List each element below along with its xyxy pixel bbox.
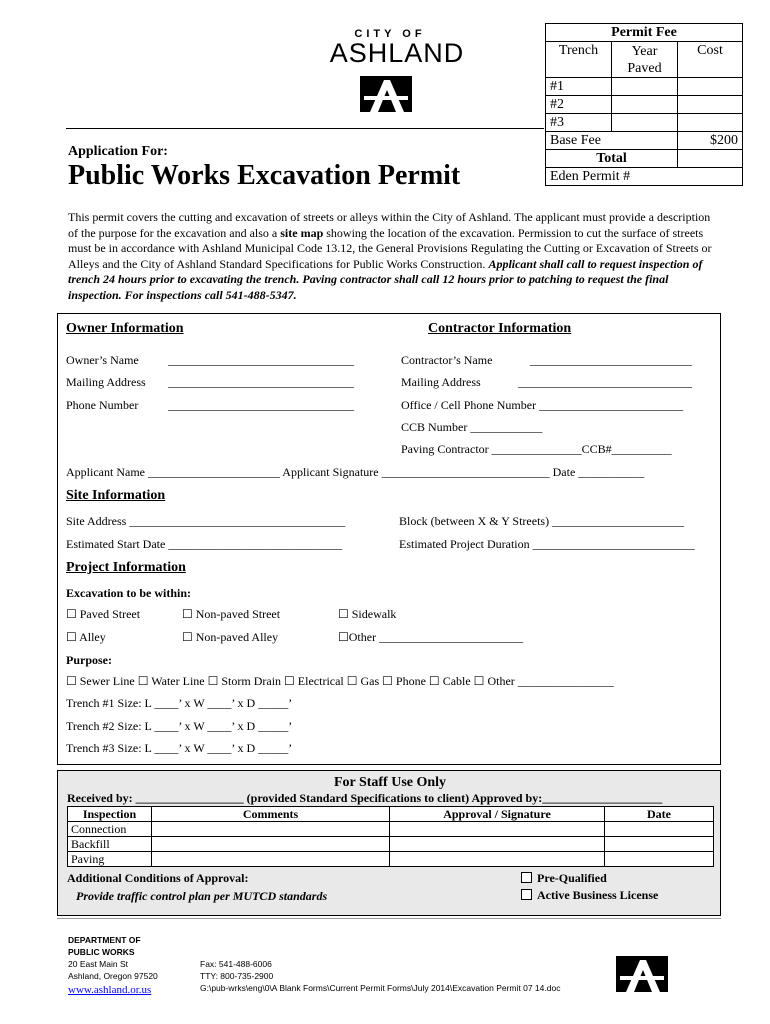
paved-street-checkbox[interactable]: ☐ Paved Street <box>66 607 141 621</box>
page-title: Public Works Excavation Permit <box>68 160 461 191</box>
backfill-date[interactable] <box>605 837 714 852</box>
trench-1-cost[interactable] <box>678 78 743 96</box>
application-form-box <box>57 313 721 765</box>
sidewalk-checkbox[interactable]: ☐ Sidewalk <box>338 607 397 621</box>
trench-2-cost[interactable] <box>678 96 743 114</box>
owner-name-label: Owner’s Name <box>66 353 139 367</box>
date-header: Date <box>605 807 714 822</box>
staff-use-box <box>57 770 721 916</box>
checkbox-icon[interactable] <box>521 889 532 900</box>
file-path: G:\pub-wrks\eng\0\A Blank Forms\Current Permit Forms\July 2014\Excavation Permit 07 14.doc <box>200 983 561 993</box>
owner-phone-label: Phone Number <box>66 398 139 412</box>
traffic-control-note: Provide traffic control plan per MUTCD standards <box>76 889 328 903</box>
pre-qualified-label: Pre-Qualified <box>537 871 607 885</box>
block-field[interactable]: Block (between X & Y Streets) ______________________ <box>399 514 685 528</box>
owner-phone-field[interactable]: _______________________________ <box>168 398 354 412</box>
inspection-connection: Connection <box>68 822 152 837</box>
active-license-checkbox[interactable] <box>521 888 658 903</box>
intro-paragraph <box>68 210 720 303</box>
paving-comments[interactable] <box>152 852 390 867</box>
ashland-a-logo-icon <box>614 956 670 992</box>
fee-table-header: Permit Fee <box>546 24 743 42</box>
inspection-backfill: Backfill <box>68 837 152 852</box>
website-link[interactable]: www.ashland.or.us <box>68 984 152 996</box>
project-info-heading: Project Information <box>66 560 186 575</box>
department-address <box>68 958 158 982</box>
table-row <box>68 822 714 837</box>
contractor-name-field[interactable]: ___________________________ <box>530 353 692 367</box>
connection-date[interactable] <box>605 822 714 837</box>
logo-city-of: CITY OF <box>354 28 426 40</box>
dept-line-2: PUBLIC WORKS <box>68 947 135 957</box>
inspection-paving: Paving <box>68 852 152 867</box>
contractor-name-label: Contractor’s Name <box>401 353 493 367</box>
intro-text-1: This permit covers the cutting and excavation of streets or alleys within the City of Ashland. The applicant must provide a description of the purpose for the excavation and also a <box>68 210 711 240</box>
paving-date[interactable] <box>605 852 714 867</box>
dept-line-1: DEPARTMENT OF <box>68 935 141 945</box>
project-duration-field[interactable]: Estimated Project Duration ___________________________ <box>399 537 695 551</box>
purpose-label: Purpose: <box>66 653 112 667</box>
table-row <box>68 837 714 852</box>
connection-comments[interactable] <box>152 822 390 837</box>
contractor-mailing-label: Mailing Address <box>401 375 481 389</box>
paving-approval[interactable] <box>390 852 605 867</box>
active-license-label: Active Business License <box>537 888 659 902</box>
contact-info <box>200 958 560 994</box>
owner-mailing-label: Mailing Address <box>66 375 146 389</box>
connection-approval[interactable] <box>390 822 605 837</box>
footer-divider <box>57 918 721 919</box>
header-divider <box>66 128 544 129</box>
checkbox-icon[interactable] <box>521 872 532 883</box>
col-cost: Cost <box>678 42 743 78</box>
pre-qualified-checkbox[interactable] <box>521 871 607 886</box>
logo-ashland: ASHLAND <box>329 38 465 68</box>
received-approved-line[interactable]: Received by: __________________ (provided Standard Specifications to client) Approved by:____________________ <box>67 791 663 805</box>
trench-2-size-field[interactable]: Trench #2 Size: L ____’ x W ____’ x D _____’ <box>66 719 293 733</box>
trench-2-year[interactable] <box>612 96 678 114</box>
backfill-approval[interactable] <box>390 837 605 852</box>
approval-header: Approval / Signature <box>390 807 605 822</box>
comments-header: Comments <box>152 807 390 822</box>
additional-conditions-label: Additional Conditions of Approval: <box>67 871 249 885</box>
trench-1-year[interactable] <box>612 78 678 96</box>
col-trench: Trench <box>546 42 612 78</box>
trench-3-year[interactable] <box>612 114 678 132</box>
site-info-heading: Site Information <box>66 488 166 503</box>
non-paved-alley-checkbox[interactable]: ☐ Non-paved Alley <box>182 630 279 644</box>
inspection-table <box>67 806 714 867</box>
trench-row-2: #2 <box>546 96 612 114</box>
other-location-checkbox[interactable]: ☐Other ________________________ <box>338 630 524 644</box>
intro-inspection-note: Applicant shall call to request inspection of trench 24 hours prior to excavating the trench. Paving contractor shall call 12 hours prior to patching to request the final inspection. For inspections call 541-488-5347. <box>68 256 703 302</box>
tty-number: TTY: 800-735-2900 <box>200 971 274 981</box>
department-name <box>68 934 141 958</box>
city-address: Ashland, Oregon 97520 <box>68 971 158 981</box>
paving-contractor-field[interactable]: Paving Contractor _______________CCB#__________ <box>401 442 672 456</box>
permit-fee-table <box>545 23 743 186</box>
trench-3-size-field[interactable]: Trench #3 Size: L ____’ x W ____’ x D _____’ <box>66 741 293 755</box>
eden-permit-field[interactable]: Eden Permit # <box>546 168 743 186</box>
trench-row-3: #3 <box>546 114 612 132</box>
applicant-line[interactable]: Applicant Name ______________________ Applicant Signature ____________________________ Date ___________ <box>66 465 645 479</box>
excavation-within-label: Excavation to be within: <box>66 586 192 600</box>
trench-row-1: #1 <box>546 78 612 96</box>
inspection-header: Inspection <box>68 807 152 822</box>
alley-checkbox[interactable]: ☐ Alley <box>66 630 106 644</box>
street-address: 20 East Main St <box>68 959 129 969</box>
intro-text-2: showing the location of the excavation. Permission to cut the surface of streets must be in accordance with Ashland Municipal Code 13.12, the General Provisions Regulating the Cutting or Excavation of Streets or Alleys and the City of Ashland Standard Specifications for Public Works Construction. <box>68 225 712 271</box>
base-fee-value: $200 <box>678 132 743 150</box>
start-date-field[interactable]: Estimated Start Date _____________________________ <box>66 537 343 551</box>
purpose-checkboxes[interactable]: ☐ Sewer Line ☐ Water Line ☐ Storm Drain ☐ Electrical ☐ Gas ☐ Phone ☐ Cable ☐ Other ________________ <box>66 674 614 688</box>
fax-number: Fax: 541-488-6006 <box>200 959 272 969</box>
owner-info-heading: Owner Information <box>66 321 184 336</box>
owner-name-field[interactable]: _______________________________ <box>168 353 354 367</box>
contractor-mailing-field[interactable]: _____________________________ <box>518 375 692 389</box>
total-label: Total <box>546 150 678 168</box>
intro-site-map: site map <box>280 225 324 240</box>
staff-use-title: For Staff Use Only <box>333 775 447 790</box>
col-year-paved: Year Paved <box>612 42 678 78</box>
non-paved-street-checkbox[interactable]: ☐ Non-paved Street <box>182 607 281 621</box>
site-address-field[interactable]: Site Address ____________________________________ <box>66 514 346 528</box>
table-row <box>68 852 714 867</box>
ashland-a-logo-icon <box>360 76 412 112</box>
base-fee-label: Base Fee <box>546 132 678 150</box>
application-for-label: Application For: <box>68 144 168 159</box>
backfill-comments[interactable] <box>152 837 390 852</box>
owner-mailing-field[interactable]: _______________________________ <box>168 375 354 389</box>
trench-3-cost[interactable] <box>678 114 743 132</box>
trench-1-size-field[interactable]: Trench #1 Size: L ____’ x W ____’ x D _____’ <box>66 696 293 710</box>
ccb-number-field[interactable]: CCB Number ____________ <box>401 420 543 434</box>
contractor-phone-field[interactable]: Office / Cell Phone Number ________________________ <box>401 398 684 412</box>
contractor-info-heading: Contractor Information <box>428 321 572 336</box>
total-value[interactable] <box>678 150 743 168</box>
